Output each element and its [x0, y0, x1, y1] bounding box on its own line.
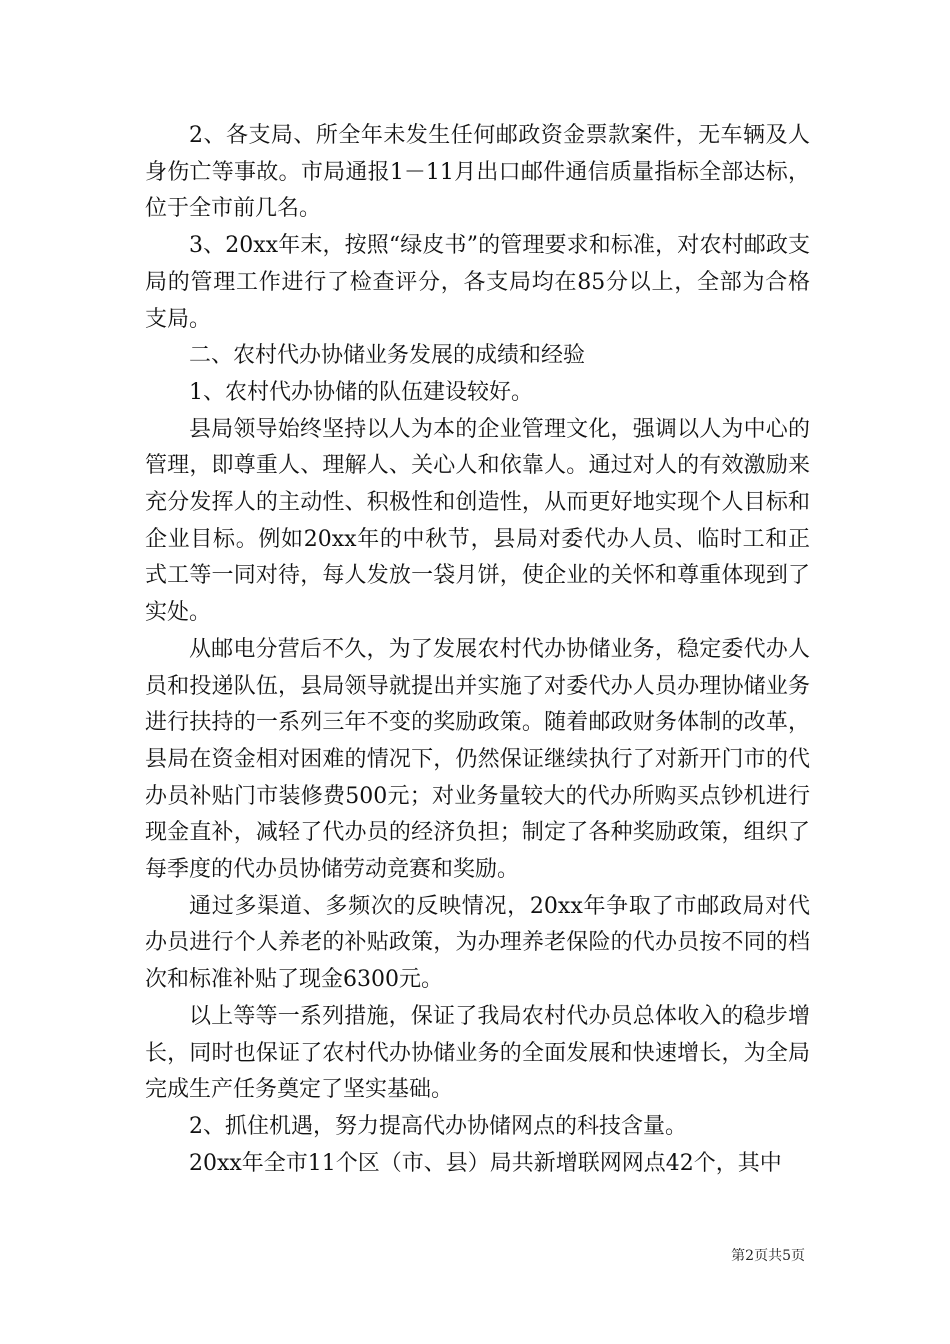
paragraph-people-oriented: 县局领导始终坚持以人为本的企业管理文化，强调以人为中心的管理，即尊重人、理解人、关心人和依靠人。通过对人的有效激励来充分发挥人的主动性、积极性和创造性，从而更好地实现个人目标和企业目标。例如20xx年的中秋节，县局对委代办人员、临时工和正式工等一同对待，每人发放一袋月饼，使企业的关怀和尊重体现到了实处。	[145, 416, 810, 626]
paragraph-pension-subsidy: 通过多渠道、多频次的反映情况，20xx年争取了市邮政局对代办员进行个人养老的补贴政策，为办理养老保险的代办员按不同的档次和标准补贴了现金6300元。	[145, 893, 810, 993]
page-number: 第2页共5页	[731, 1248, 805, 1264]
subheading-team-building: 1、农村代办协储的队伍建设较好。	[189, 379, 533, 405]
document-body	[145, 118, 810, 1182]
paragraph-network-outlets: 20xx年全市11个区（市、县）局共新增联网网点42个，其中	[189, 1150, 782, 1176]
paragraph-income-growth: 以上等等一系列措施，保证了我局农村代办员总体收入的稳步增长，同时也保证了农村代办协储业务的全面发展和快速增长，为全局完成生产任务奠定了坚实基础。	[145, 1003, 810, 1103]
paragraph-green-book-inspection: 3、20xx年末，按照“绿皮书”的管理要求和标准，对农村邮政支局的管理工作进行了检查评分，各支局均在85分以上，全部为合格支局。	[145, 233, 810, 332]
subheading-tech-content: 2、抓住机遇，努力提高代办协储网点的科技含量。	[189, 1113, 687, 1139]
paragraph-safety-record: 2、各支局、所全年未发生任何邮政资金票款案件，无车辆及人身伤亡等事故。市局通报1－11月出口邮件通信质量指标全部达标，位于全市前几名。	[145, 123, 810, 222]
section-heading-rural-agency: 二、农村代办协储业务发展的成绩和经验	[189, 343, 586, 369]
paragraph-incentive-policy: 从邮电分营后不久，为了发展农村代办协储业务，稳定委代办人员和投递队伍，县局领导就提出并实施了对委代办人员办理协储业务进行扶持的一系列三年不变的奖励政策。随着邮政财务体制的改革，县局在资金相对困难的情况下，仍然保证继续执行了对新开门市的代办员补贴门市装修费500元；对业务量较大的代办所购买点钞机进行现金直补，减轻了代办员的经济负担；制定了各种奖励政策，组织了每季度的代办员协储劳动竞赛和奖励。	[145, 636, 810, 883]
